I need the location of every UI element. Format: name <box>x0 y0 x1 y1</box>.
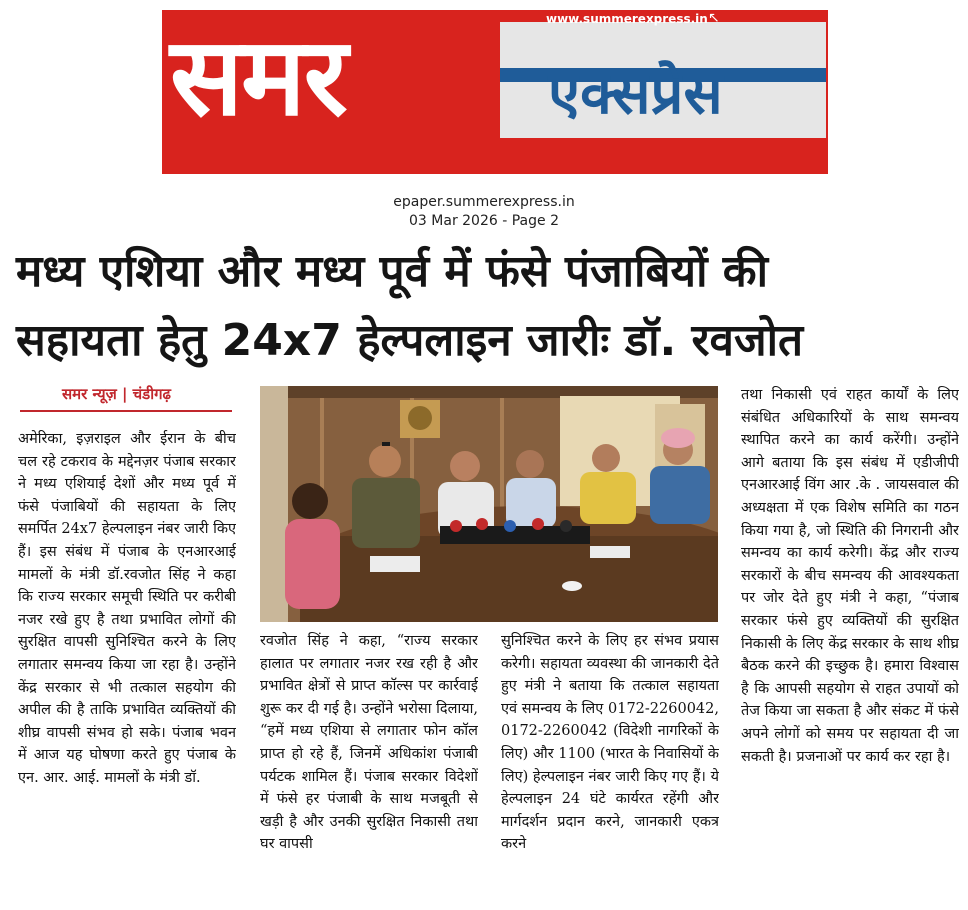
article-column-3: सुनिश्चित करने के लिए हर संभव प्रयास करेगी। सहायता व्यवस्था की जानकारी देते हुए मंत्री ने बताया कि तत्काल सहायता एवं समन्वय के लिए 0172-2260042, 0172-2260042 (विदेशी नागरिकों के लिए) और 1100 (भारत के निवासियों के लिए) हेल्पलाइन नंबर जारी किए गए हैं। ये हेल्पलाइन 24 घंटे कार्यरत रहेंगी और मार्गदर्शन प्रदान करने, जानकारी एकत्र करने <box>501 633 719 853</box>
headline-line-1: मध्य एशिया और मध्य पूर्व में फंसे पंजाबियों की <box>16 246 768 297</box>
masthead-title-samar: समर <box>170 15 346 140</box>
press-conference-photo <box>260 386 718 622</box>
article-column-1: अमेरिका, इज़राइल और ईरान के बीच चल रहे टकराव के मद्देनज़र पंजाब सरकार ने मध्य एशियाई देशों और मध्य पूर्व में फंसे पंजाबियों की सहायता के लिए समर्पित 24x7 हेल्पलाइन नंबर जारी किए हैं। इस संबंध में पंजाब के एनआरआई मामलों के मंत्री डॉ.रवजोत सिंह ने कहा कि राज्य सरकार समूची स्थिति पर करीबी नजर रखे हुए है तथा प्रभावित लोगों की सुरक्षित वापसी सुनिश्चित करने के लिए लगातार समन्वय किया जा रहा है। उन्होंने केंद्र सरकार से भी तत्काल सहयोग की अपील की है ताकि प्रभावित व्यक्तियों की शीघ्र वापसी संभव हो सके। पंजाब भवन में आज यह घोषणा करते हुए पंजाब के एन. आर. आई. मामलों के मंत्री डॉ. <box>18 431 236 786</box>
epaper-url[interactable]: epaper.summerexpress.in <box>393 194 575 210</box>
cursor-arrow-icon: ↖ <box>708 10 720 26</box>
edition-date-page: 03 Mar 2026 - Page 2 <box>409 213 559 229</box>
headline-line-2: सहायता हेतु 24x7 हेल्पलाइन जारीः डॉ. रवजोत <box>16 315 804 366</box>
byline-rule <box>20 410 232 412</box>
byline: समर न्यूज़ | चंडीगढ़ <box>62 385 171 403</box>
masthead-title-express: एक्सप्रेस <box>548 59 723 127</box>
photo-illustration <box>260 386 718 622</box>
article-column-2: रवजोत सिंह ने कहा, “राज्य सरकार हालात पर लगातार नजर रख रही है और प्रभावित क्षेत्रों से प्राप्त कॉल्स पर कार्रवाई शुरू कर दी गई है। उन्होंने भरोसा दिलाया, “हमें मध्य एशिया से लगातार फोन कॉल प्राप्त हो रहे हैं, जिनमें अधिकांश पंजाबी पर्यटक शामिल हैं। पंजाब सरकार विदेशों में फंसे हर पंजाबी के साथ मजबूती से खड़ी है और उनकी सुरक्षित निकासी तथा घर वापसी <box>260 633 478 853</box>
masthead-website-link[interactable]: www.summerexpress.in <box>546 12 708 26</box>
article-column-4: तथा निकासी एवं राहत कार्यों के लिए संबंधित अधिकारियों के साथ समन्वय स्थापित करने का कार्य करेंगी। उन्होंने आगे बताया कि इस संबंध में एडीजीपी एनआरआई विंग आर .के . जायसवाल की अध्यक्षता में एक विशेष समिति का गठन किया गया है, जो स्थिति की निगरानी और समन्वय का कार्य करेगी। केंद्र और राज्य सरकारों के बीच समन्वय की आवश्यकता पर जोर देते हुए मंत्री ने कहा, “पंजाब सरकार फंसे हुए व्यक्तियों की सुरक्षित निकासी के लिए केंद्र सरकार के साथ शीघ्र बैठक करने की इच्छुक है। हमारा विश्वास है कि आपसी सहयोग से राहत उपायों को तेज किया जा सकता है और संकट में फंसे अपने लोगों को समय पर सहायता दी जा सकती है। प्रजनाओं पर कार्य कर रहा है। <box>741 387 959 765</box>
